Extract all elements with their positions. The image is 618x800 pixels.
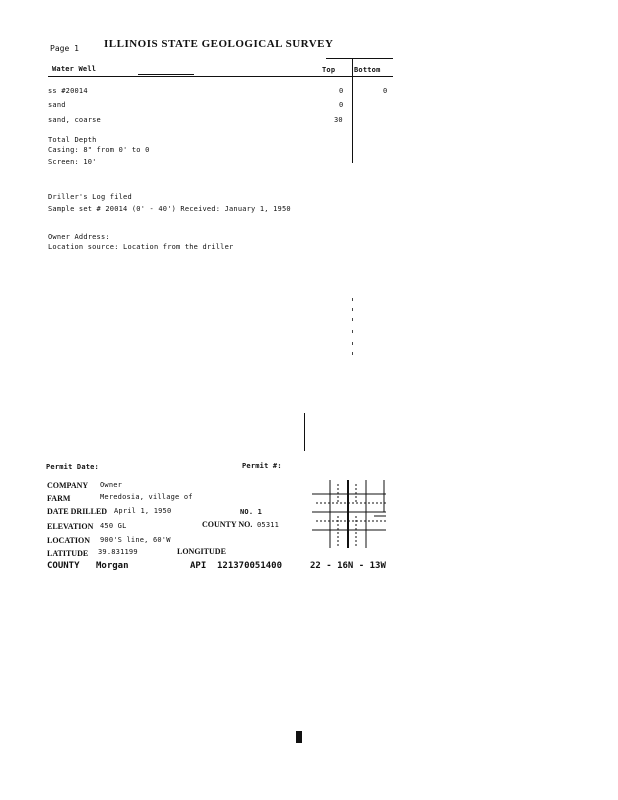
row-top: 0 <box>339 87 344 95</box>
longitude-label: LONGITUDE <box>177 547 226 556</box>
location-label: LOCATION <box>47 536 90 545</box>
column-divider <box>352 58 353 163</box>
latitude-value: 39.831199 <box>98 548 138 556</box>
date-drilled-value: April 1, 1950 <box>114 507 172 515</box>
permit-date: Permit Date: <box>46 463 99 471</box>
sample-set: Sample set # 20014 (0' - 40') Received: January 1, 1950 <box>48 205 291 213</box>
owner-address: Owner Address: <box>48 233 110 241</box>
page-title: ILLINOIS STATE GEOLOGICAL SURVEY <box>104 38 334 50</box>
header-rule <box>48 76 393 77</box>
page-label: Page 1 <box>50 44 79 53</box>
permit-number: Permit #: <box>242 462 282 470</box>
row-label: sand <box>48 101 66 109</box>
latitude-label: LATITUDE <box>47 549 89 558</box>
row-label: sand, coarse <box>48 116 101 124</box>
county-no-value: 05311 <box>257 521 280 529</box>
company-label: COMPANY <box>47 481 89 490</box>
api-value: 121370051400 <box>217 561 283 571</box>
farm-value: Meredosia, village of <box>100 493 193 501</box>
col-water-well: Water Well <box>52 65 97 73</box>
county-value: Morgan <box>96 561 129 571</box>
row-bottom: 0 <box>383 87 388 95</box>
header-rule-top <box>326 58 393 59</box>
location-value: 900'S line, 60'W <box>100 536 171 544</box>
farm-label: FARM <box>47 494 71 503</box>
location-source: Location source: Location from the driller <box>48 243 234 251</box>
township-range: 22 - 16N - 13W <box>310 561 386 571</box>
row-top: 0 <box>339 101 344 109</box>
casing: Casing: 8" from 0' to 0 <box>48 146 150 154</box>
total-depth: Total Depth <box>48 136 97 144</box>
api-label: API <box>190 561 207 571</box>
row-top: 30 <box>334 116 343 124</box>
elevation-value: 450 GL <box>100 522 127 530</box>
screen: Screen: 10' <box>48 158 97 166</box>
scan-mark <box>296 731 302 743</box>
section-grid <box>308 476 390 552</box>
elevation-label: ELEVATION <box>47 522 94 531</box>
col-bottom: Bottom <box>354 66 381 74</box>
date-drilled-label: DATE DRILLED <box>47 507 108 516</box>
header-underline <box>138 74 194 75</box>
company-value: Owner <box>100 481 123 489</box>
county-no-label: COUNTY NO. <box>202 520 253 529</box>
drillers-log: Driller's Log filed <box>48 193 132 201</box>
no-label: NO. 1 <box>240 508 263 516</box>
row-label: ss #20014 <box>48 87 88 95</box>
col-top: Top <box>322 66 336 74</box>
county-label: COUNTY <box>47 561 80 571</box>
